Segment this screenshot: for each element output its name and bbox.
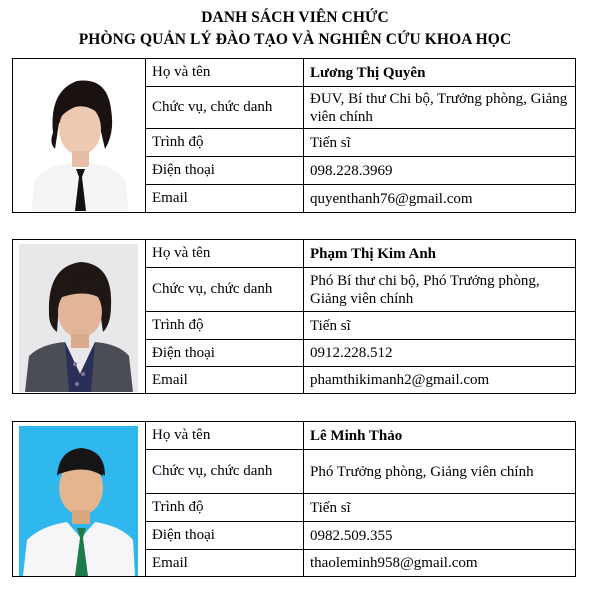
- label-email: Email: [145, 550, 304, 576]
- staff-card: [12, 421, 576, 577]
- staff-phone: 098.228.3969: [310, 162, 393, 179]
- staff-email[interactable]: thaoleminh958@gmail.com: [310, 555, 478, 571]
- staff-phone: 0912.228.512: [310, 345, 393, 361]
- label-name: Họ và tên: [145, 240, 304, 267]
- staff-degree: Tiến sĩ: [310, 499, 351, 516]
- label-phone: Điện thoại: [145, 157, 304, 184]
- label-degree: Trình độ: [145, 312, 304, 339]
- label-phone: Điện thoại: [145, 522, 304, 549]
- staff-position: Phó Trưởng phòng, Giảng viên chính: [310, 463, 534, 480]
- staff-name: Lương Thị Quyên: [310, 64, 426, 81]
- staff-email[interactable]: phamthikimanh2@gmail.com: [310, 372, 490, 388]
- staff-name: Lê Minh Thảo: [310, 427, 403, 444]
- staff-card: [12, 58, 576, 213]
- staff-degree: Tiến sĩ: [310, 317, 351, 334]
- label-position: Chức vụ, chức danh: [145, 268, 304, 311]
- staff-position: ĐUV, Bí thư Chi bộ, Trưởng phòng, Giảng viên chính: [310, 90, 568, 125]
- label-email: Email: [145, 185, 304, 212]
- staff-position: Phó Bí thư chi bộ, Phó Trưởng phòng, Giảng viên chính: [310, 272, 540, 307]
- staff-photo: [13, 240, 146, 393]
- label-position: Chức vụ, chức danh: [145, 87, 304, 128]
- staff-phone: 0982.509.355: [310, 527, 393, 544]
- label-phone: Điện thoại: [145, 340, 304, 366]
- label-degree: Trình độ: [145, 494, 304, 521]
- label-position: Chức vụ, chức danh: [145, 450, 304, 493]
- label-email: Email: [145, 367, 304, 393]
- staff-photo: [13, 422, 146, 576]
- label-name: Họ và tên: [145, 422, 304, 449]
- label-name: Họ và tên: [145, 59, 304, 86]
- document-subtitle: PHÒNG QUẢN LÝ ĐÀO TẠO VÀ NGHIÊN CỨU KHOA HỌC: [78, 31, 512, 48]
- staff-name: Phạm Thị Kim Anh: [310, 245, 437, 262]
- staff-card: [12, 239, 576, 394]
- label-degree: Trình độ: [145, 129, 304, 156]
- staff-email[interactable]: quyenthanh76@gmail.com: [310, 190, 473, 207]
- staff-photo: [13, 59, 146, 212]
- staff-degree: Tiến sĩ: [310, 134, 351, 151]
- document-title: DANH SÁCH VIÊN CHỨC: [201, 9, 389, 26]
